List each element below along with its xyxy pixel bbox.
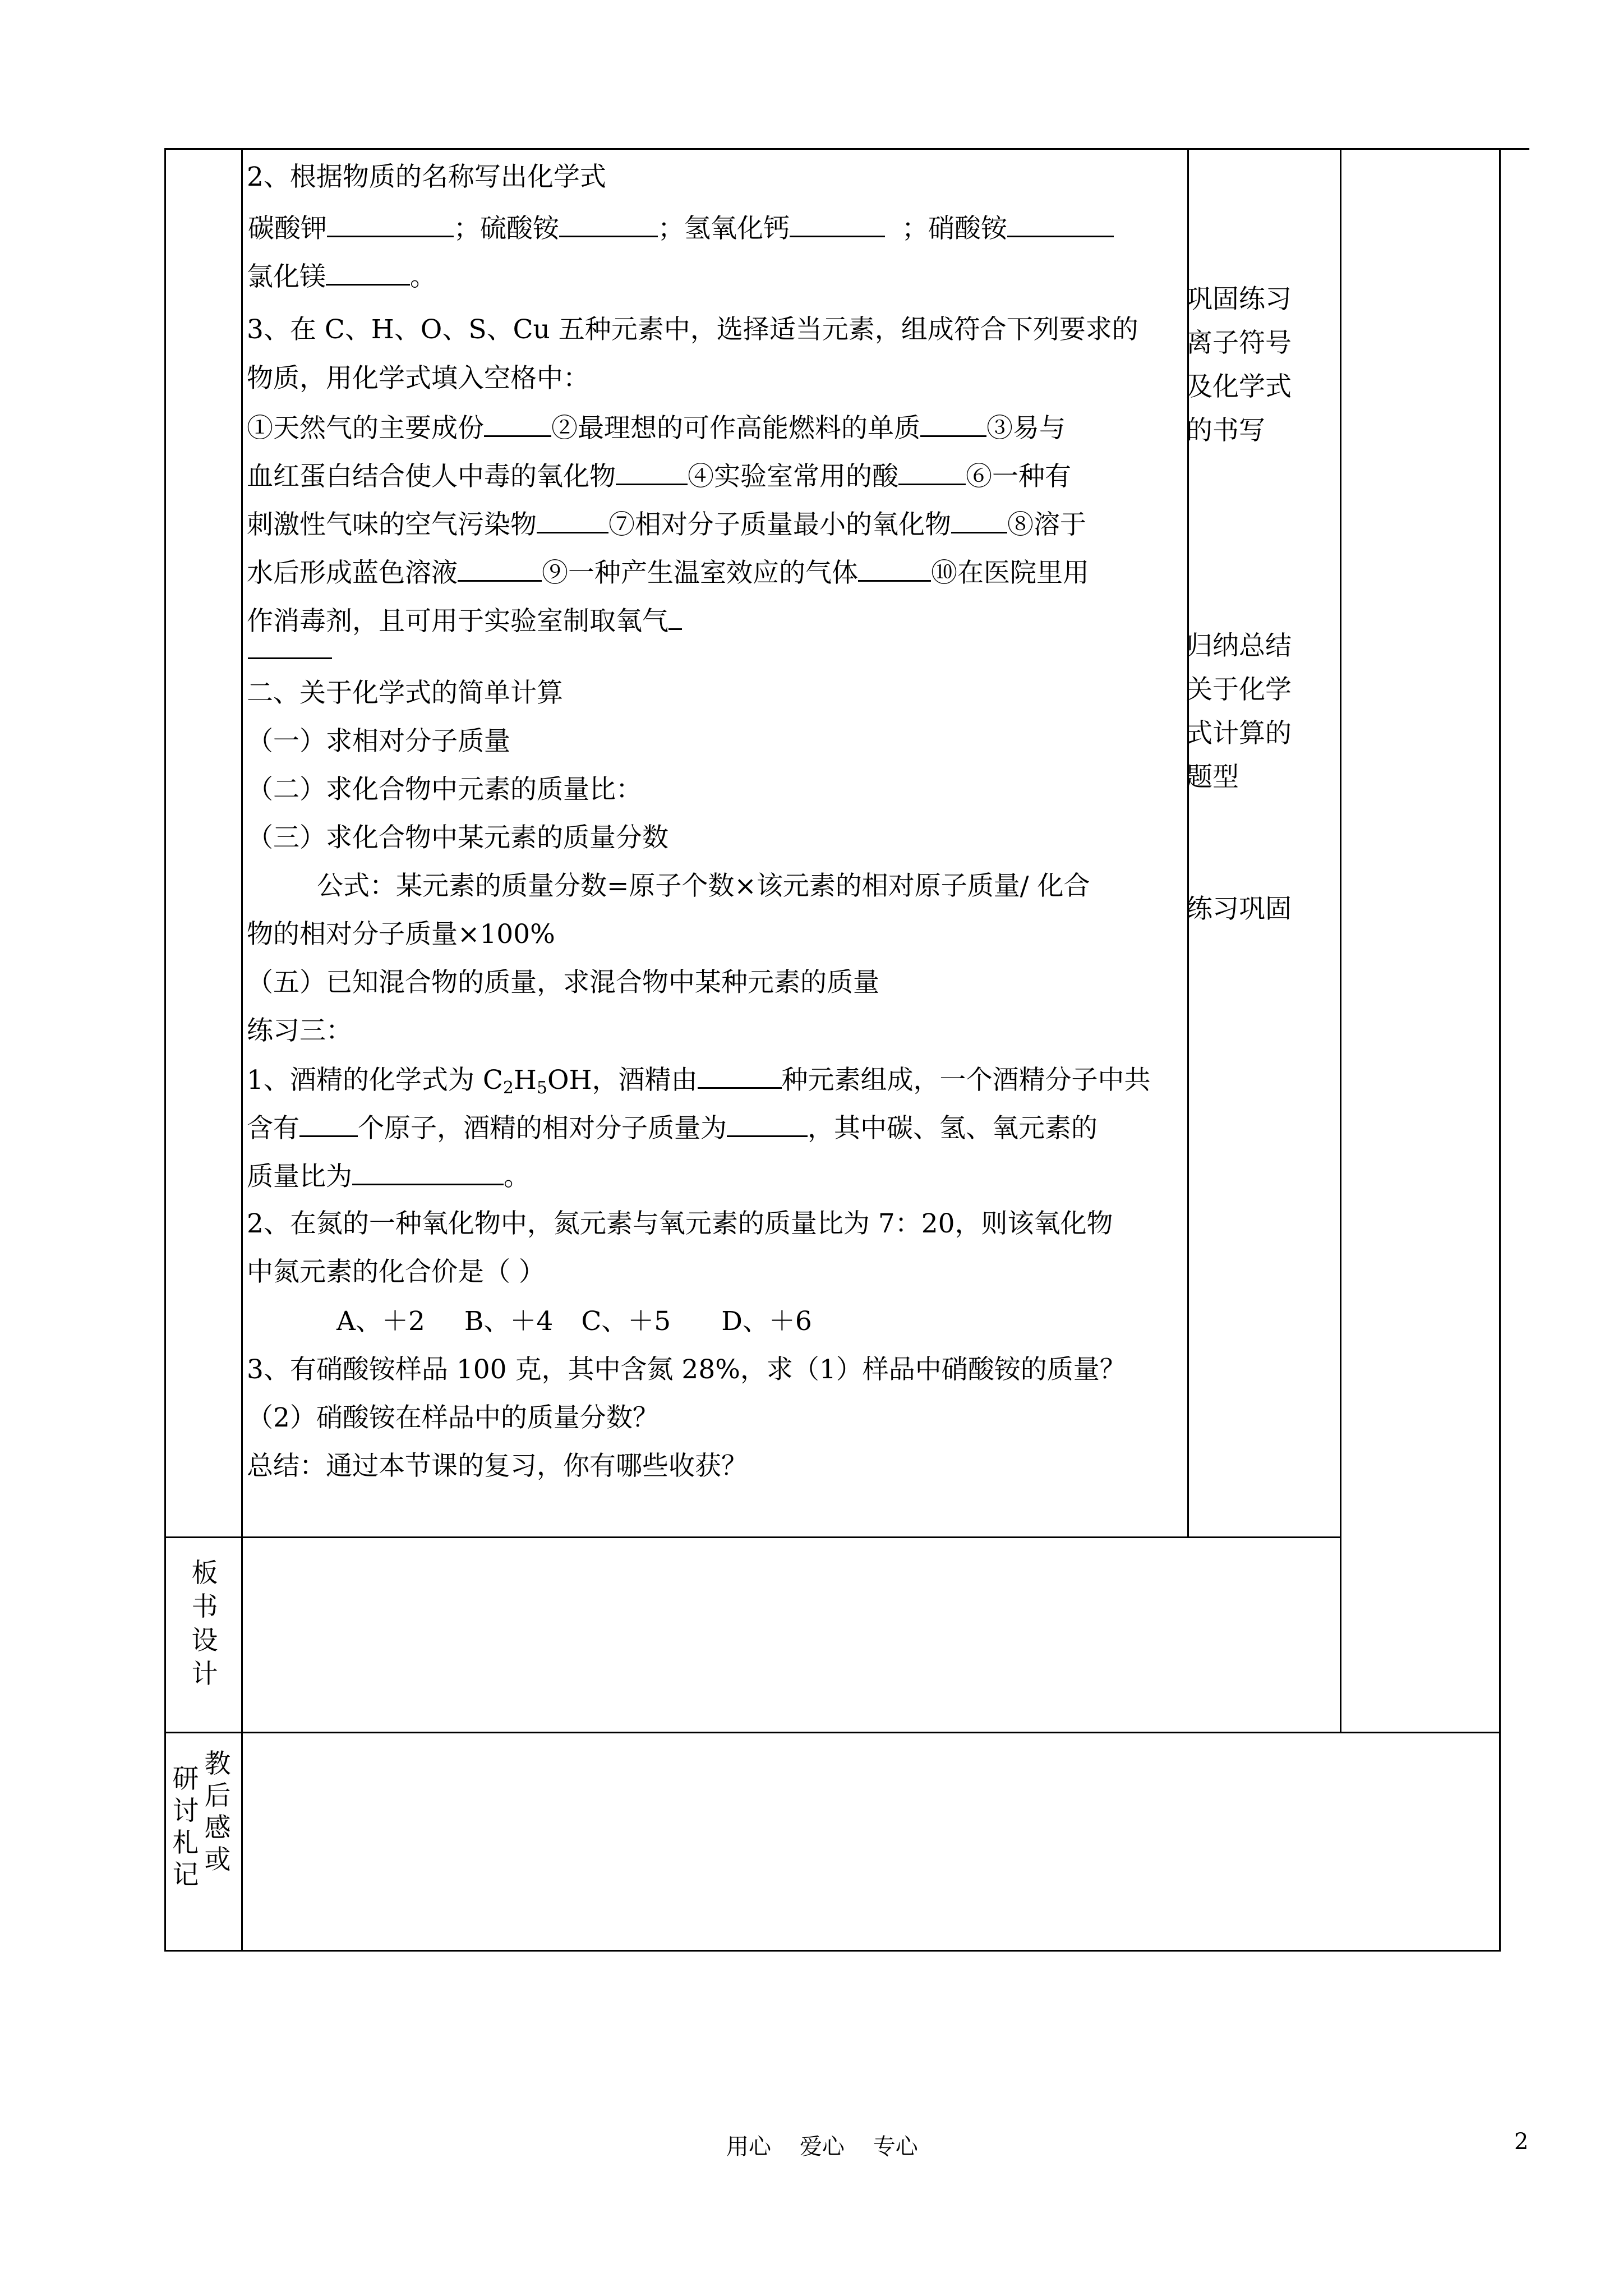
board-design-label xyxy=(188,1557,222,1691)
ex3-q1-line-1 xyxy=(247,1062,1151,1097)
q3-item-6-cont: 刺激性气味的空气污染物 xyxy=(247,509,537,540)
q1-text: 1、酒精的化学式为 C xyxy=(247,1065,503,1096)
calc-p1: （一）求相对分子质量 xyxy=(247,726,510,757)
q3-item-3: ③易与 xyxy=(986,413,1066,444)
label-char: 讨 xyxy=(172,1796,199,1826)
q1-text: 含有 xyxy=(247,1113,299,1144)
label-column-line xyxy=(241,148,243,1952)
side-note-consolidation xyxy=(1186,278,1315,453)
q3-item-7: ⑦相对分子质量最小的氧化物 xyxy=(608,509,951,540)
q2-item-potassium-carbonate: 碳酸钾 xyxy=(248,213,327,244)
answer-blank[interactable] xyxy=(299,1111,358,1137)
answer-blank[interactable] xyxy=(248,633,332,659)
formula-line-1: 公式：某元素的质量分数=原子个数×该元素的相对原子质量/ 化合 xyxy=(317,871,1090,901)
answer-blank[interactable] xyxy=(727,1111,808,1137)
q3-item-9: ⑨一种产生温室效应的气体 xyxy=(542,558,858,588)
label-char: 设 xyxy=(191,1625,218,1656)
side-note-line: 关于化学 xyxy=(1186,674,1292,705)
q3-line-4 xyxy=(247,459,1071,494)
ex3-q2-options xyxy=(336,1305,812,1338)
side-note-line: 的书写 xyxy=(1186,415,1265,446)
ex3-q1-line-2 xyxy=(247,1111,1098,1145)
option-a[interactable]: A、＋2 xyxy=(336,1306,425,1337)
side-note-line: 题型 xyxy=(1186,762,1239,793)
answer-blank[interactable] xyxy=(920,411,986,437)
side-note-line: 归纳总结 xyxy=(1186,631,1292,661)
q3-line-5 xyxy=(247,507,1086,542)
label-char: 感 xyxy=(204,1812,231,1843)
answer-blank[interactable] xyxy=(616,459,688,485)
label-char: 记 xyxy=(172,1860,199,1890)
q3-item-2: ②最理想的可作高能燃料的单质 xyxy=(551,413,920,444)
q2-item-calcium-hydroxide: ；氢氧化钙 xyxy=(658,213,790,244)
top-border-line xyxy=(165,148,1529,150)
answer-blank[interactable] xyxy=(327,211,454,237)
bottom-border-line xyxy=(164,1950,1501,1952)
label-char: 书 xyxy=(191,1591,218,1622)
calc-heading: 二、关于化学式的简单计算 xyxy=(247,678,563,708)
q1-text: 个原子，酒精的相对分子质量为 xyxy=(358,1113,727,1144)
label-char: 研 xyxy=(172,1764,199,1795)
q2-item-ammonium-nitrate: ；硝酸铵 xyxy=(902,213,1007,244)
q2-items-line xyxy=(248,211,1114,246)
option-d[interactable]: D、＋6 xyxy=(721,1306,812,1337)
answer-blank[interactable] xyxy=(858,555,931,582)
ex3-q3-line-2: （2）硝酸铵在样品中的质量分数？ xyxy=(247,1402,659,1433)
reflection-label-col2 xyxy=(202,1748,233,1876)
page-number: 2 xyxy=(1514,2129,1529,2155)
q1-text: H xyxy=(513,1065,537,1096)
q3-item-10-cont: 作消毒剂，且可用于实验室制取氧气 xyxy=(247,606,668,637)
q2-title: 2、根据物质的名称写出化学式 xyxy=(247,162,606,192)
side-note-line: 及化学式 xyxy=(1186,371,1292,402)
subscript: 2 xyxy=(502,1078,514,1098)
subscript: 5 xyxy=(536,1078,547,1098)
side-note-line: 式计算的 xyxy=(1186,718,1292,749)
side-note-summary xyxy=(1186,624,1315,799)
q3-line-2: 物质，用化学式填入空格中： xyxy=(247,363,589,394)
q3-item-1: ①天然气的主要成份 xyxy=(247,413,484,444)
side-note-line: 巩固练习 xyxy=(1186,284,1292,315)
label-char: 板 xyxy=(191,1558,218,1589)
q1-text: OH，酒精由 xyxy=(547,1065,698,1096)
answer-blank[interactable] xyxy=(790,211,885,237)
right-border-line xyxy=(1499,148,1501,1952)
q3-item-10: ⑩在医院里用 xyxy=(931,558,1089,588)
q2-items-line-2 xyxy=(247,259,436,294)
answer-blank[interactable] xyxy=(352,1159,504,1185)
answer-blank[interactable] xyxy=(898,459,966,485)
q2-item-magnesium-chloride: 氯化镁 xyxy=(247,261,326,292)
q1-text: 。 xyxy=(504,1161,530,1192)
ex3-q3-line-1: 3、有硝酸铵样品 100 克，其中含氮 28%，求（1）样品中硝酸铵的质量？ xyxy=(247,1354,1126,1385)
formula-line-2: 物的相对分子质量×100% xyxy=(247,919,555,950)
row-divider-reflection xyxy=(164,1732,1501,1733)
calc-p3: （三）求化合物中某元素的质量分数 xyxy=(247,822,668,853)
answer-blank[interactable] xyxy=(951,507,1007,533)
q3-item-6: ⑥一种有 xyxy=(966,461,1071,492)
answer-blank[interactable] xyxy=(1007,211,1114,237)
answer-blank[interactable] xyxy=(537,507,608,533)
label-char: 札 xyxy=(172,1828,199,1858)
q3-line-6 xyxy=(247,555,1089,590)
q3-item-8: ⑧溶于 xyxy=(1007,509,1086,540)
side-note-practice xyxy=(1186,887,1315,931)
option-c[interactable]: C、＋5 xyxy=(581,1306,671,1337)
summary-line: 总结：通过本节课的复习，你有哪些收获？ xyxy=(247,1451,748,1481)
calc-p2: （二）求化合物中元素的质量比： xyxy=(247,774,642,805)
notes-column-line xyxy=(1340,148,1341,1733)
ex3-q2-line-2: 中氮元素的化合价是（ ） xyxy=(247,1257,545,1287)
label-char: 教 xyxy=(204,1749,231,1779)
q3-line-3 xyxy=(247,411,1066,445)
exercise3-heading: 练习三： xyxy=(247,1015,352,1046)
reflection-label-col1 xyxy=(170,1763,201,1891)
ex3-q2-line-1: 2、在氮的一种氧化物中，氮元素与氧元素的质量比为 7：20，则该氧化物 xyxy=(247,1208,1113,1239)
left-border-line xyxy=(164,148,166,1952)
answer-blank[interactable] xyxy=(458,555,542,582)
q1-text: 种元素组成，一个酒精分子中共 xyxy=(781,1065,1151,1096)
q1-text: 质量比为 xyxy=(247,1161,352,1192)
label-char: 计 xyxy=(191,1659,218,1690)
answer-blank[interactable] xyxy=(484,411,551,437)
side-note-line: 练习巩固 xyxy=(1186,894,1292,924)
row-divider-board xyxy=(164,1536,1341,1538)
period-mark: 。 xyxy=(410,261,436,292)
footer-motto: 用心 爱心 专心 xyxy=(726,2134,918,2160)
answer-blank[interactable] xyxy=(326,259,410,286)
answer-blank[interactable] xyxy=(559,211,658,237)
q3-item-3-cont: 血红蛋白结合使人中毒的氧化物 xyxy=(247,461,616,492)
label-char: 或 xyxy=(204,1844,231,1875)
ex3-q1-line-3 xyxy=(247,1159,530,1194)
q3-line-1: 3、在 C、H、O、S、Cu 五种元素中，选择适当元素，组成符合下列要求的 xyxy=(247,314,1138,345)
q3-item-8-cont: 水后形成蓝色溶液 xyxy=(247,558,458,588)
side-note-line: 离子符号 xyxy=(1186,328,1292,358)
label-char: 后 xyxy=(204,1780,231,1811)
answer-blank[interactable] xyxy=(668,604,682,630)
calc-p5: （五）已知混合物的质量，求混合物中某种元素的质量 xyxy=(247,967,879,998)
q2-item-ammonium-sulfate: ；硫酸铵 xyxy=(454,213,559,244)
q1-text: ，其中碳、氢、氧元素的 xyxy=(808,1113,1098,1144)
q3-item-4: ④实验室常用的酸 xyxy=(688,461,898,492)
answer-blank[interactable] xyxy=(698,1062,782,1089)
option-b[interactable]: B、＋4 xyxy=(464,1306,554,1337)
